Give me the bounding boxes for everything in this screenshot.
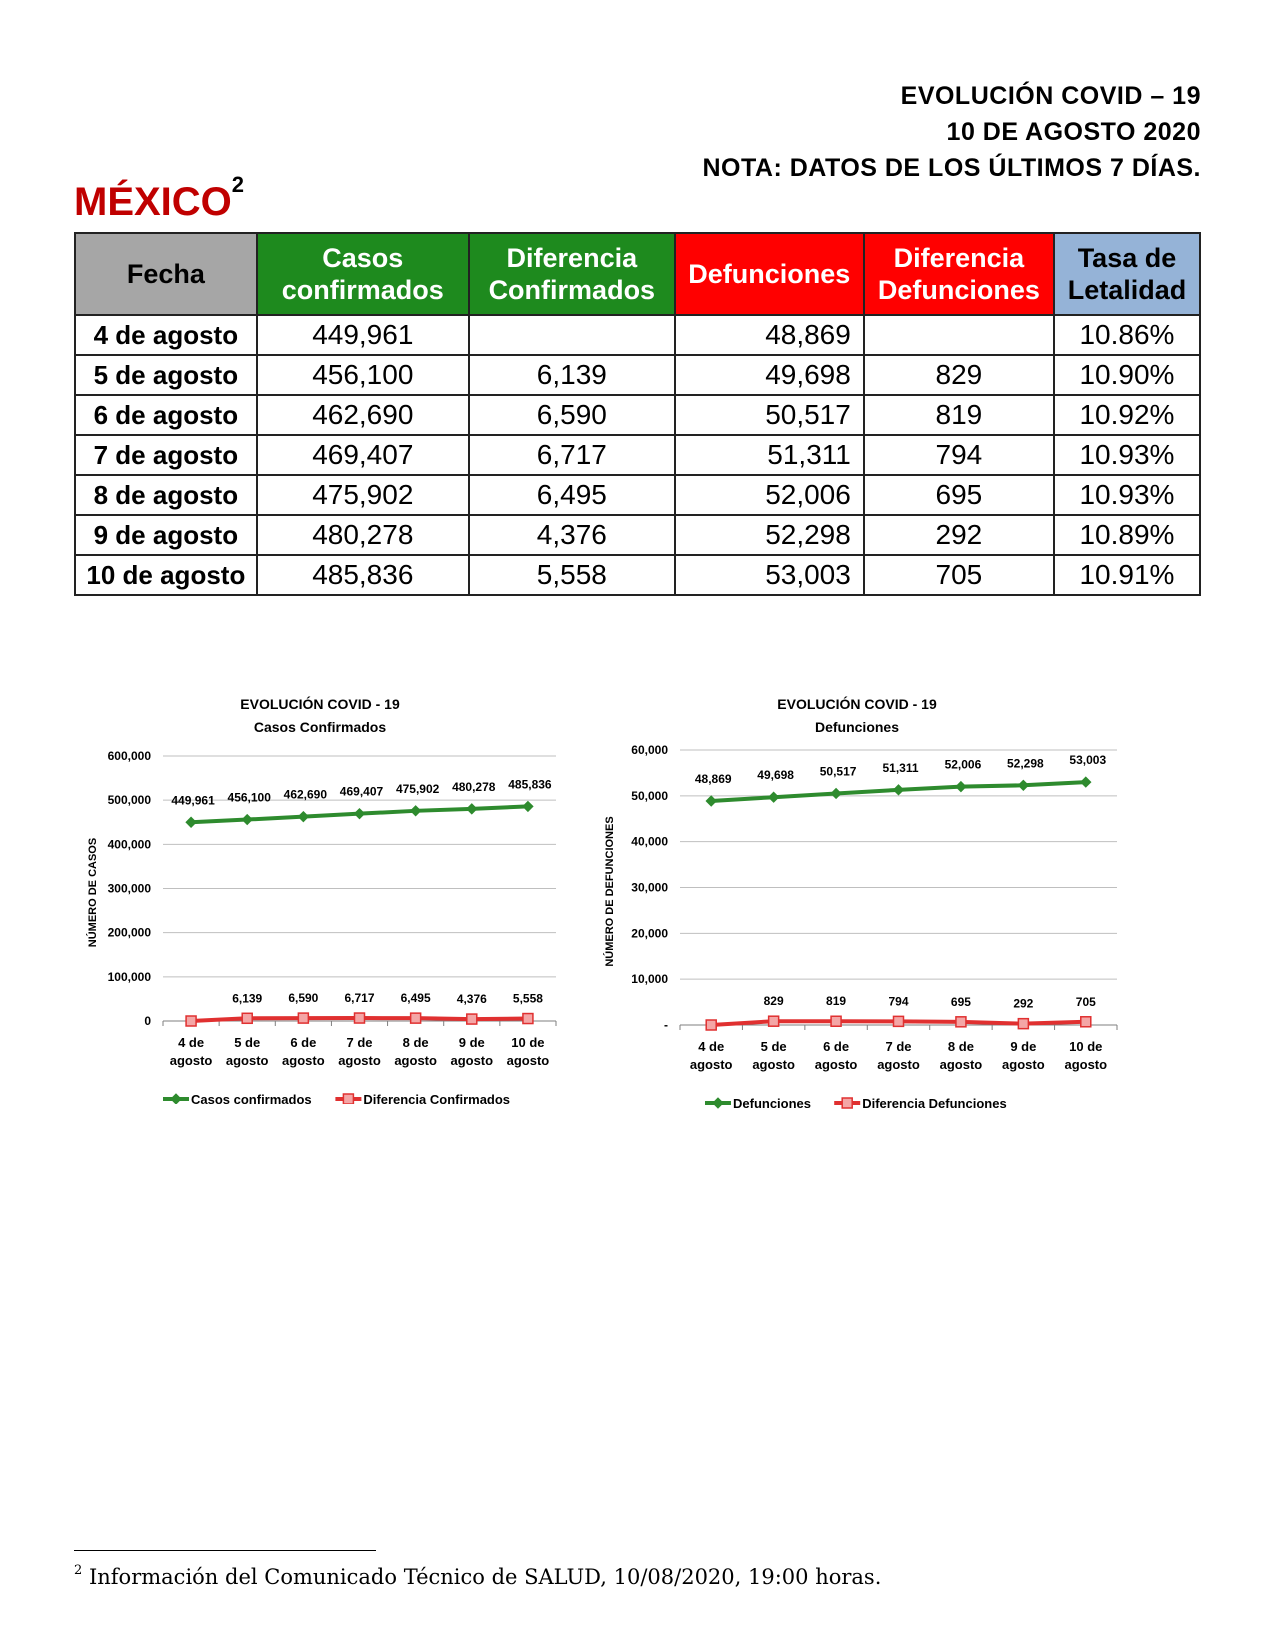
chart-title: EVOLUCIÓN COVID - 19 [777,696,937,712]
table-row [75,395,1200,435]
chart-subtitle: Casos Confirmados [253,719,387,735]
y-tick-label: 500,000 [107,793,151,808]
data-point [298,1013,308,1023]
x-tick-label: agosto [394,1053,437,1068]
footnote-mark: 2 [74,1563,83,1578]
table-cell: 819 [864,395,1054,435]
x-tick-label: agosto [338,1053,381,1068]
data-label: 292 [1013,996,1034,1011]
data-point [523,1014,533,1024]
legend-marker [713,1098,723,1108]
x-tick-label: agosto [689,1057,733,1072]
y-tick-label: 50,000 [631,788,668,803]
data-point [956,782,966,792]
x-tick-label: agosto [169,1053,213,1068]
data-label: 6,495 [400,991,431,1006]
table-cell: 10.91% [1054,555,1200,595]
table-cell: 469,407 [257,435,469,475]
y-tick-label: 200,000 [107,925,151,940]
y-tick-label: 600,000 [107,749,151,763]
table-cell: 5 de agosto [75,355,257,395]
table-cell: 10 de agosto [75,555,257,595]
x-tick-label: 9 de [1010,1039,1037,1054]
x-tick-label: agosto [1064,1057,1108,1072]
x-tick-label: 7 de [885,1039,912,1054]
table-cell: 49,698 [675,355,864,395]
legend-marker [171,1094,181,1104]
table-cell: 10.93% [1054,435,1200,475]
data-label: 695 [950,994,971,1009]
table-cell: 6,590 [469,395,675,435]
data-point [1081,777,1091,787]
table-cell: 292 [864,515,1054,555]
y-tick-label: 100,000 [107,969,151,984]
table-cell: 52,298 [675,515,864,555]
data-point [956,1017,966,1027]
data-label: 462,690 [283,787,328,802]
data-label: 50,517 [819,764,857,779]
data-point [894,1016,904,1026]
table-cell: 449,961 [257,315,469,355]
report-date: 10 DE AGOSTO 2020 [946,118,1201,146]
data-point [1018,780,1028,790]
table-row [75,355,1200,395]
legend-marker [842,1098,852,1108]
table-cell: 6 de agosto [75,395,257,435]
table-cell: 794 [864,435,1054,475]
table-header-row [75,233,1200,315]
data-label: 4,376 [456,992,487,1007]
data-point [1081,1017,1091,1027]
chart-subtitle: Defunciones [814,719,900,735]
footnote-reference: 2 [231,172,245,197]
x-tick-label: agosto [752,1057,795,1072]
report-note: NOTA: DATOS DE LOS ÚLTIMOS 7 DÍAS. [702,154,1201,182]
chart-svg [78,684,578,1104]
y-tick-label: 300,000 [107,881,151,896]
table-body [75,315,1200,595]
data-point [411,1013,421,1023]
x-tick-label: agosto [225,1053,269,1068]
column-header: Diferencia Confirmados [469,233,675,315]
table-cell: 456,100 [257,355,469,395]
table-cell: 829 [864,355,1054,395]
data-label: 475,902 [395,781,440,796]
table-row [75,435,1200,475]
legend-label: Diferencia Confirmados [363,1092,511,1104]
table-cell: 10.90% [1054,355,1200,395]
report-title: EVOLUCIÓN COVID – 19 [900,82,1201,110]
data-point [411,806,421,816]
chart-svg [595,684,1200,1114]
column-header: Fecha [75,233,257,315]
table-cell: 53,003 [675,555,864,595]
y-tick-label: 30,000 [631,880,668,895]
table-cell: 695 [864,475,1054,515]
data-point [523,801,533,811]
data-label: 53,003 [1069,753,1107,768]
footnote-divider [74,1550,376,1551]
data-label: 456,100 [227,790,271,805]
table-cell: 10.92% [1054,395,1200,435]
country-name: MÉXICO [74,180,232,224]
table-cell: 48,869 [675,315,864,355]
chart-defunciones [595,684,1200,1114]
data-point [706,1020,716,1030]
table-cell: 5,558 [469,555,675,595]
y-tick-label: 400,000 [107,837,151,852]
data-label: 6,717 [344,991,375,1006]
table-cell: 475,902 [257,475,469,515]
table-cell: 485,836 [257,555,469,595]
x-tick-label: 8 de [947,1039,974,1054]
table-cell: 10.89% [1054,515,1200,555]
table-cell: 480,278 [257,515,469,555]
data-label: 49,698 [757,768,794,783]
data-point [186,817,196,827]
x-tick-label: 6 de [823,1039,850,1054]
table-cell: 705 [864,555,1054,595]
table-cell: 6,717 [469,435,675,475]
data-label: 469,407 [339,784,384,799]
table-cell: 4 de agosto [75,315,257,355]
table-cell: 52,006 [675,475,864,515]
table-cell: 10.86% [1054,315,1200,355]
table-cell: 7 de agosto [75,435,257,475]
data-point [769,1016,779,1026]
table-row [75,475,1200,515]
footnote-text: Información del Comunicado Técnico de SALUD, 10/08/2020, 19:00 horas. [88,1565,882,1589]
data-label: 52,006 [944,757,982,772]
country-title [74,172,245,225]
table-row [75,315,1200,355]
column-header: Diferencia Defunciones [864,233,1054,315]
legend-label: Diferencia Defunciones [862,1096,1007,1111]
legend-marker [343,1094,353,1104]
chart-casos-confirmados [78,684,578,1104]
data-label: 6,139 [232,991,263,1006]
table-cell: 9 de agosto [75,515,257,555]
chart-title: EVOLUCIÓN COVID - 19 [240,696,400,712]
x-tick-label: agosto [814,1057,858,1072]
table-cell [864,315,1054,355]
x-tick-label: agosto [282,1053,325,1068]
covid-data-table [74,232,1201,596]
table-cell: 6,139 [469,355,675,395]
table-cell: 8 de agosto [75,475,257,515]
x-tick-label: 5 de [760,1039,787,1054]
x-tick-label: 7 de [346,1035,373,1050]
y-tick-label: 0 [144,1014,151,1028]
data-label: 52,298 [1007,756,1044,771]
data-label: 480,278 [452,779,496,794]
x-tick-label: 9 de [458,1035,485,1050]
legend-label: Casos confirmados [191,1092,312,1104]
y-tick-label: 20,000 [631,926,668,941]
data-point [467,1014,477,1024]
x-tick-label: agosto [939,1057,983,1072]
x-tick-label: 10 de [1069,1039,1103,1054]
data-point [769,792,779,802]
data-label: 6,590 [288,991,319,1006]
table-cell [469,315,675,355]
x-tick-label: agosto [877,1057,920,1072]
data-point [831,1016,841,1026]
table-cell: 50,517 [675,395,864,435]
data-label: 705 [1075,994,1096,1009]
data-point [242,815,252,825]
data-label: 794 [888,994,909,1009]
x-tick-label: agosto [506,1053,550,1068]
x-tick-label: 10 de [511,1035,545,1050]
table-row [75,555,1200,595]
data-label: 819 [826,994,847,1009]
x-tick-label: 4 de [698,1039,725,1054]
data-point [1018,1019,1028,1029]
table-cell: 6,495 [469,475,675,515]
table-cell: 462,690 [257,395,469,435]
table-row [75,515,1200,555]
y-tick-label: 40,000 [631,834,668,849]
data-label: 5,558 [512,991,543,1006]
data-point [186,1016,196,1026]
column-header: Tasa de Letalidad [1054,233,1200,315]
data-label: 449,961 [171,793,215,808]
table-cell: 4,376 [469,515,675,555]
data-label: 51,311 [882,760,919,775]
table-cell: 51,311 [675,435,864,475]
data-point [831,788,841,798]
data-point [355,809,365,819]
column-header: Defunciones [675,233,864,315]
report-header [703,78,1202,186]
data-label: 485,836 [508,777,552,792]
table-cell: 10.93% [1054,475,1200,515]
x-tick-label: 4 de [178,1035,205,1050]
data-point [706,796,716,806]
x-tick-label: 5 de [234,1035,261,1050]
data-point [242,1013,252,1023]
x-tick-label: agosto [1002,1057,1045,1072]
data-point [467,804,477,814]
y-tick-label: 60,000 [631,743,668,757]
data-label: 829 [763,994,784,1009]
legend-label: Defunciones [733,1096,812,1111]
data-label: 48,869 [694,772,732,787]
data-point [298,812,308,822]
column-header: Casos confirmados [257,233,469,315]
y-tick-label: 10,000 [631,972,668,987]
y-axis-label: NÚMERO DE DEFUNCIONES [604,816,616,967]
y-tick-label: - [664,1018,668,1032]
data-point [355,1013,365,1023]
x-tick-label: 6 de [290,1035,317,1050]
footnote [74,1565,881,1589]
x-tick-label: agosto [450,1053,494,1068]
y-axis-label: NÚMERO DE CASOS [87,837,99,948]
x-tick-label: 8 de [402,1035,429,1050]
data-point [894,785,904,795]
